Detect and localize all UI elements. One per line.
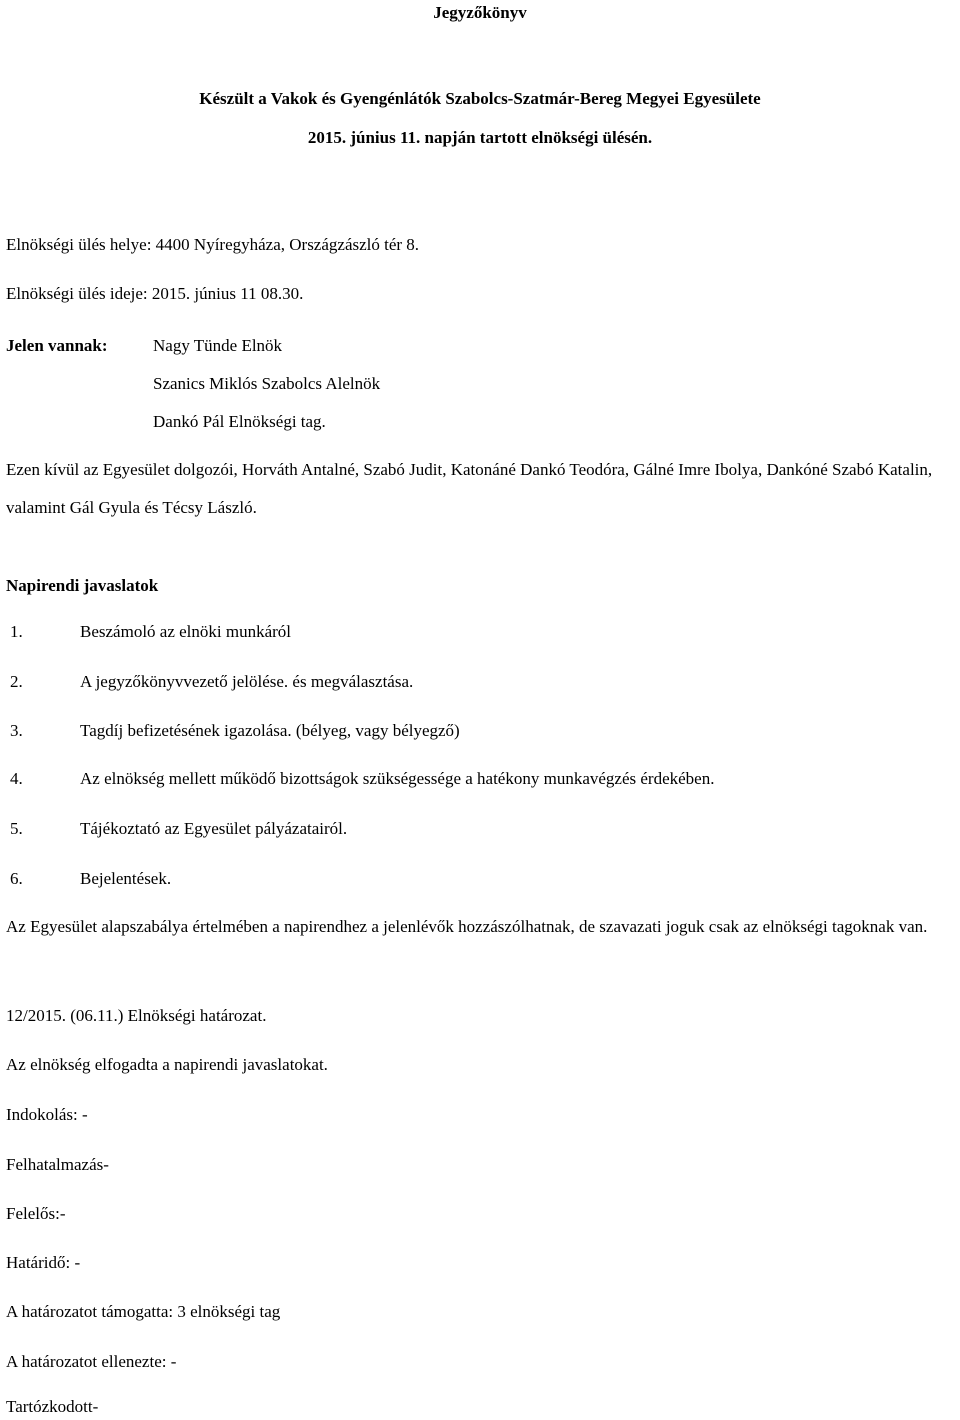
resolution-text: Az elnökség elfogadta a napirendi javaslatokat. [6, 1055, 328, 1074]
resolution-abstained: Tartózkodott- [6, 1397, 99, 1416]
agenda-item-number: 2. [10, 672, 23, 691]
agenda-item [6, 768, 714, 790]
agenda-item-number: 5. [10, 819, 23, 838]
present-label: Jelen vannak: [6, 336, 108, 355]
present-member: Nagy Tünde Elnök [153, 336, 283, 355]
agenda-heading: Napirendi javaslatok [6, 576, 159, 595]
resolution-responsible: Felelős:- [6, 1204, 66, 1223]
resolution-number: 12/2015. (06.11.) Elnökségi határozat. [6, 1006, 267, 1025]
agenda-item [6, 720, 460, 742]
others-paragraph: Ezen kívül az Egyesület dolgozói, Horváth Antalné, Szabó Judit, Katonáné Dankó Teodóra, Gálné Imre Ibolya, Dankóné Szabó Katalin, valamint Gál Gyula és Técsy László. [6, 460, 933, 517]
meeting-place: Elnökségi ülés helye: 4400 Nyíregyháza, Országzászló tér 8. [6, 235, 420, 254]
rules-paragraph: Az Egyesület alapszabálya értelmében a napirendhez a jelenlévők hozzászólhatnak, de szavazati joguk csak az elnökségi tagoknak van. [6, 917, 928, 936]
intro-line-2: 2015. június 11. napján tartott elnökségi ülésén. [307, 128, 653, 147]
agenda-item [6, 868, 171, 890]
agenda-item-text: Beszámoló az elnöki munkáról [80, 622, 292, 641]
present-row [6, 335, 282, 357]
resolution-deadline: Határidő: - [6, 1253, 81, 1272]
document-title: Jegyzőkönyv [433, 3, 527, 22]
agenda-item-number: 6. [10, 869, 23, 888]
agenda-item [6, 818, 347, 840]
present-member: Szanics Miklós Szabolcs Alelnök [153, 374, 381, 393]
resolution-justification: Indokolás: - [6, 1105, 88, 1124]
resolution-authorization: Felhatalmazás- [6, 1155, 109, 1174]
agenda-item-text: Tájékoztató az Egyesület pályázatairól. [80, 819, 348, 838]
agenda-item-text: A jegyzőkönyvvezető jelölése. és megválasztása. [80, 672, 414, 691]
agenda-item-number: 4. [10, 769, 23, 788]
resolution-opposed: A határozatot ellenezte: - [6, 1352, 177, 1371]
agenda-item [6, 621, 291, 643]
agenda-item-text: Bejelentések. [80, 869, 172, 888]
agenda-item-number: 1. [10, 622, 23, 641]
agenda-item-text: Tagdíj befizetésének igazolása. (bélyeg, vagy bélyegző) [80, 721, 460, 740]
agenda-item-number: 3. [10, 721, 23, 740]
agenda-item-text: Az elnökség mellett működő bizottságok szükségessége a hatékony munkavégzés érdekében. [80, 769, 715, 788]
intro-line-1: Készült a Vakok és Gyengénlátók Szabolcs-Szatmár-Bereg Megyei Egyesülete [199, 89, 761, 108]
agenda-item [6, 671, 413, 693]
meeting-date: Elnökségi ülés ideje: 2015. június 11 08.30. [6, 284, 304, 303]
present-member: Dankó Pál Elnökségi tag. [153, 412, 326, 431]
resolution-supported: A határozatot támogatta: 3 elnökségi tag [6, 1302, 281, 1321]
